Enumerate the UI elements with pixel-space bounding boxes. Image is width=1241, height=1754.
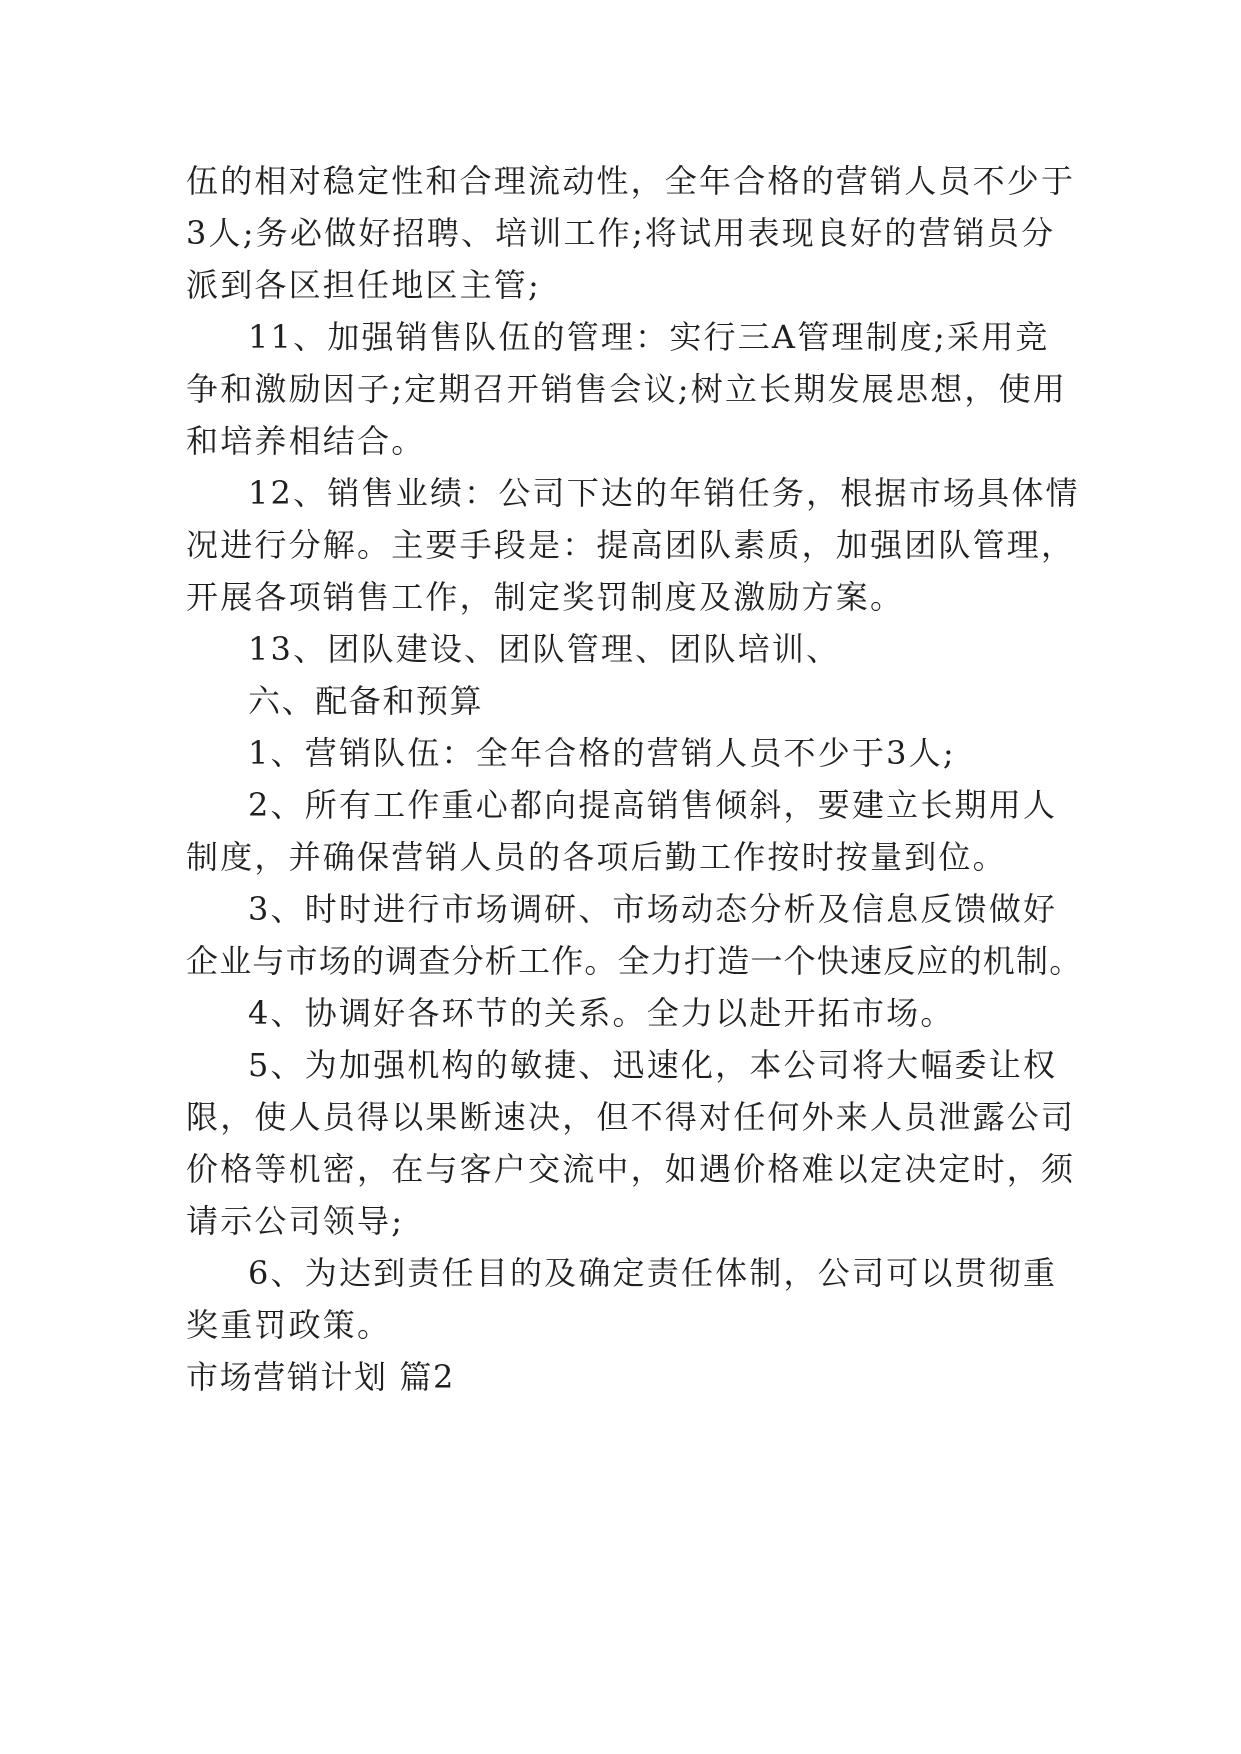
- text-line: 3、时时进行市场调研、市场动态分析及信息反馈做好: [248, 890, 1058, 928]
- text-line: 企业与市场的调查分析工作。全力打造一个快速反应的机制。: [186, 942, 1083, 980]
- text-line: 制度，并确保营销人员的各项后勤工作按时按量到位。: [186, 838, 1007, 876]
- text-line: 3人;务必做好招聘、培训工作;将试用表现良好的营销员分: [186, 214, 1056, 252]
- section-heading: 六、配备和预算: [248, 682, 484, 720]
- text-line: 奖重罚政策。: [186, 1306, 392, 1344]
- text-line: 争和激励因子;定期召开销售会议;树立长期发展思想，使用: [186, 370, 1067, 408]
- text-line: 请示公司领导;: [186, 1202, 405, 1240]
- text-line: 派到各区担任地区主管;: [186, 266, 541, 304]
- section-title: 市场营销计划 篇2: [186, 1358, 455, 1396]
- text-line: 价格等机密，在与客户交流中，如遇价格难以定决定时，须: [186, 1150, 1076, 1188]
- text-line: 5、为加强机构的敏捷、迅速化，本公司将大幅委让权: [248, 1046, 1058, 1084]
- text-line: 2、所有工作重心都向提高销售倾斜，要建立长期用人: [248, 786, 1058, 824]
- text-line: 限，使人员得以果断速决，但不得对任何外来人员泄露公司: [186, 1098, 1076, 1136]
- text-line: 伍的相对稳定性和合理流动性，全年合格的营销人员不少于: [186, 162, 1076, 200]
- text-line: 和培养相结合。: [186, 422, 426, 460]
- text-line: 4、协调好各环节的关系。全力以赴开拓市场。: [248, 994, 955, 1032]
- text-line: 1、营销队伍：全年合格的营销人员不少于3人;: [248, 734, 956, 772]
- text-line: 13、团队建设、团队管理、团队培训、: [248, 630, 841, 668]
- text-line: 11、加强销售队伍的管理：实行三A管理制度;采用竞: [248, 318, 1050, 356]
- text-line: 12、销售业绩：公司下达的年销任务，根据市场具体情: [248, 474, 1080, 512]
- text-line: 开展各项销售工作，制定奖罚制度及激励方案。: [186, 578, 905, 616]
- text-line: 6、为达到责任目的及确定责任体制，公司可以贯彻重: [248, 1254, 1058, 1292]
- text-line: 况进行分解。主要手段是：提高团队素质，加强团队管理，: [186, 526, 1076, 564]
